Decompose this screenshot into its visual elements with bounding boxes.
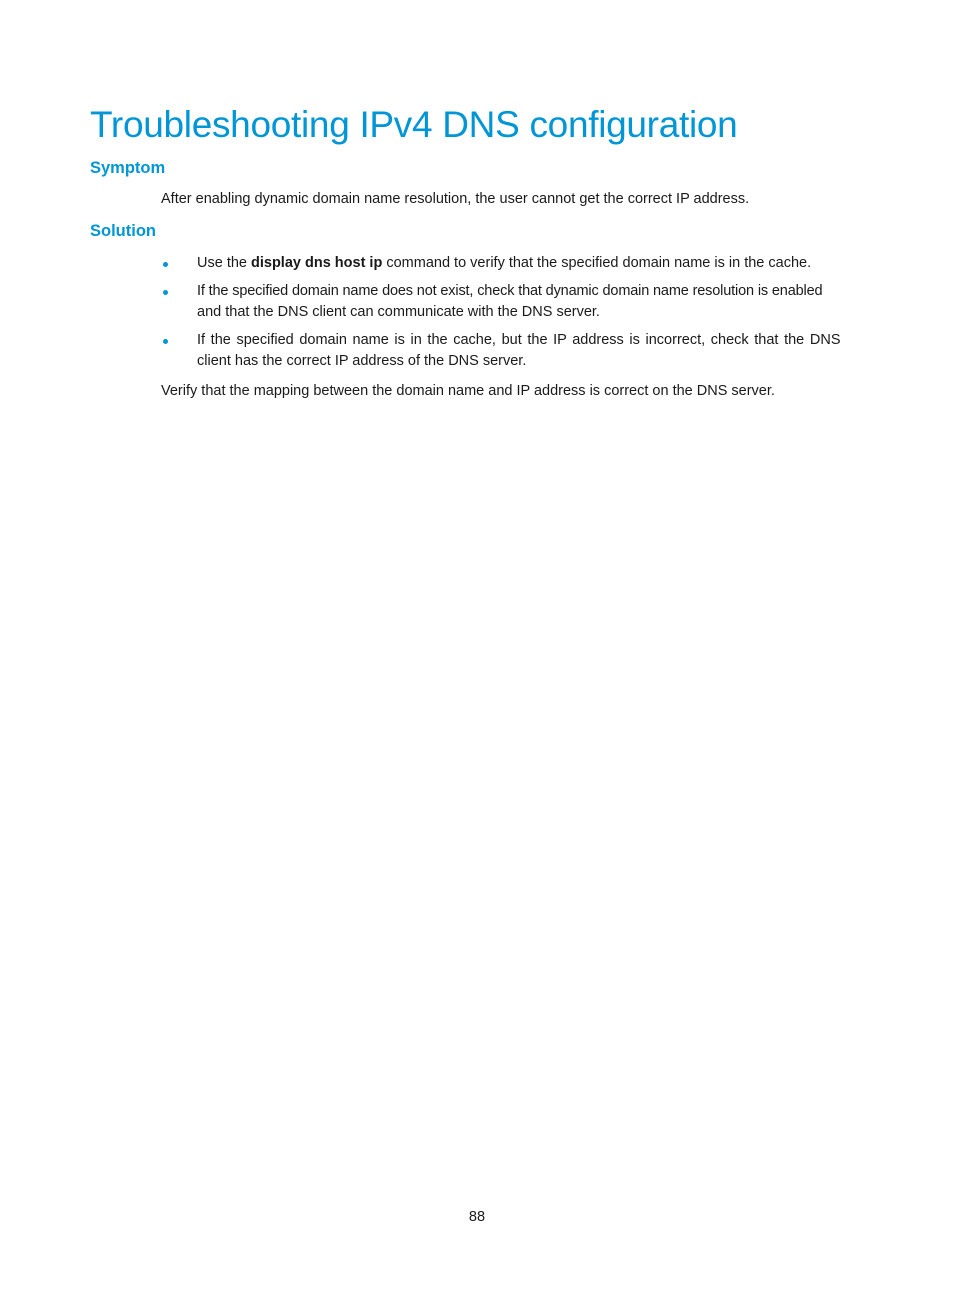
bullet-line: If the specified domain name is in the cache, but the IP address is incorrect, check that the DNS	[197, 332, 841, 348]
bullet-text-post: command to verify that the specified domain name is in the cache.	[382, 255, 812, 271]
page-number: 88	[468, 1209, 486, 1225]
bullet-dot-icon	[163, 339, 168, 344]
bullet-line: client has the correct IP address of the DNS server.	[197, 353, 527, 369]
page-title: Troubleshooting IPv4 DNS configuration	[90, 104, 738, 145]
bullet-line: If the specified domain name does not exist, check that dynamic domain name resolution is enabled	[197, 283, 823, 299]
bullet-line: and that the DNS client can communicate with the DNS server.	[197, 304, 600, 320]
bullet-text-pre: Use the	[197, 255, 251, 271]
command-text: display dns host ip	[251, 255, 383, 271]
solution-bullet-list	[161, 253, 866, 379]
list-item	[161, 281, 866, 323]
bullet-line	[197, 253, 866, 274]
bullet-dot-icon	[163, 290, 168, 295]
symptom-heading: Symptom	[90, 159, 166, 177]
solution-heading: Solution	[90, 222, 156, 240]
list-item	[161, 253, 866, 274]
closing-text: Verify that the mapping between the domain name and IP address is correct on the DNS server.	[161, 383, 775, 399]
list-item	[161, 330, 866, 372]
symptom-text: After enabling dynamic domain name resolution, the user cannot get the correct IP address.	[161, 191, 750, 207]
bullet-dot-icon	[163, 262, 168, 267]
